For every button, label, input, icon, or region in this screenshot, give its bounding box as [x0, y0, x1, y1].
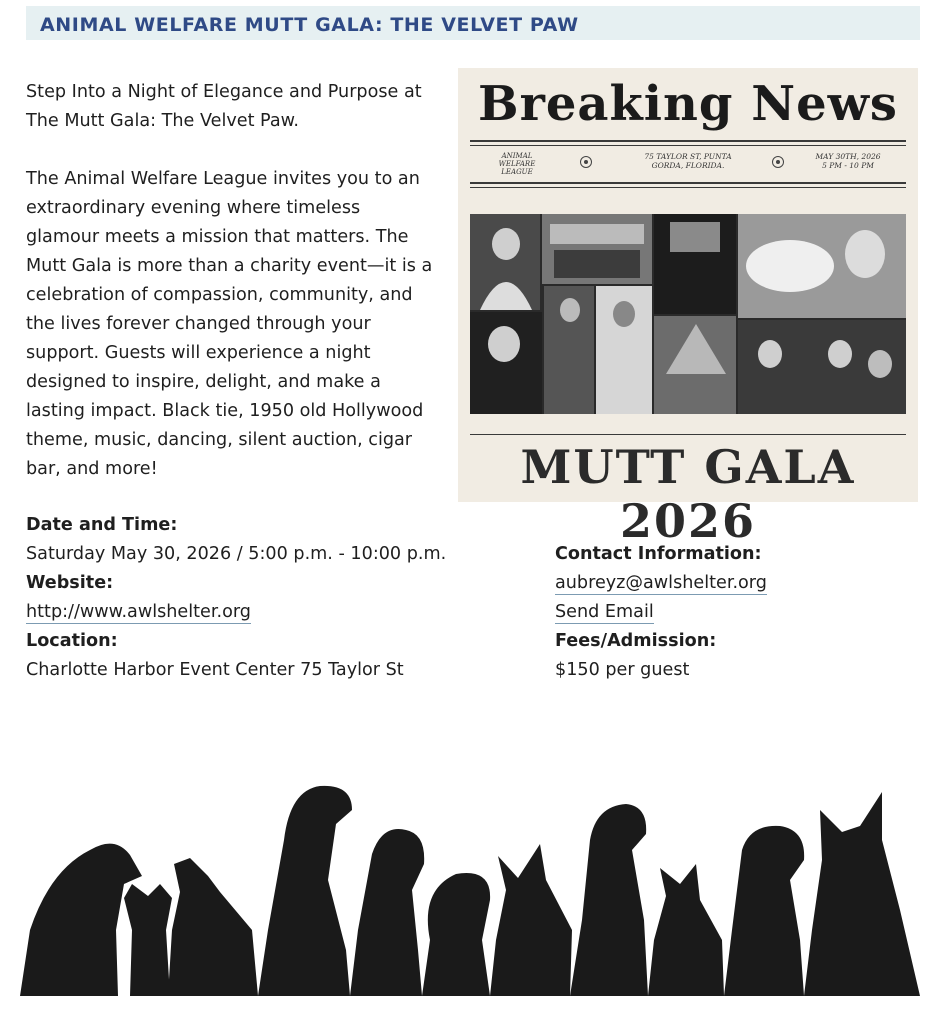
- intro-headline: Step Into a Night of Elegance and Purpose at The Mutt Gala: The Velvet Paw.: [26, 82, 422, 131]
- poster-rule: [470, 145, 906, 146]
- poster-org-line: ANIMAL: [501, 152, 533, 160]
- poster-org-line: WELFARE: [498, 160, 536, 168]
- event-details-left: [26, 511, 446, 685]
- dog-silhouettes-illustration: [20, 780, 920, 996]
- fees-value: $150 per guest: [555, 660, 690, 680]
- location-label: Location:: [26, 631, 118, 651]
- page-title: ANIMAL WELFARE MUTT GALA: THE VELVET PAW: [40, 14, 579, 36]
- poster-date-line: 5 PM - 10 PM: [822, 161, 874, 170]
- poster-rule: [470, 140, 906, 142]
- poster-address: [608, 152, 768, 170]
- fees-label: Fees/Admission:: [555, 631, 717, 651]
- poster-org-line: LEAGUE: [501, 168, 533, 176]
- website-link[interactable]: http://www.awlshelter.org: [26, 602, 251, 622]
- event-poster: [458, 68, 918, 548]
- title-banner: [26, 6, 920, 40]
- poster-org: [482, 152, 552, 176]
- date-value: Saturday May 30, 2026 / 5:00 p.m. - 10:00 p.m.: [26, 544, 447, 564]
- intro-body: The Animal Welfare League invites you to an extraordinary evening where timeless glamour meets a mission that matters. The Mutt Gala is more than a charity event—it is a celebration of compassion, community, and the lives forever changed through your support. Guests will experience a night designed to inspire, delight, and make a lasting impact. Black tie, 1950 old Hollywood theme, music, dancing, silent auction, cigar bar, and more!: [26, 169, 433, 479]
- contact-email-link[interactable]: aubreyz@awlshelter.org: [555, 573, 767, 593]
- location-value: Charlotte Harbor Event Center 75 Taylor St: [26, 660, 404, 680]
- poster-footer-title: MUTT GALA 2026: [520, 440, 856, 548]
- event-description: [26, 78, 436, 513]
- send-email-link[interactable]: Send Email: [555, 602, 654, 622]
- poster-address-line: 75 TAYLOR ST, PUNTA: [644, 152, 732, 161]
- poster-rule: [470, 434, 906, 435]
- poster-address-line: GORDA, FLORIDA.: [651, 161, 725, 170]
- ornament-icon: [580, 156, 592, 168]
- poster-date: [796, 152, 900, 170]
- event-details-right: [555, 540, 767, 685]
- poster-masthead: Breaking News: [478, 76, 898, 132]
- date-label: Date and Time:: [26, 515, 178, 535]
- poster-rule: [470, 187, 906, 188]
- hollywood-photo-collage: [470, 214, 906, 414]
- contact-label: Contact Information:: [555, 544, 762, 564]
- website-label: Website:: [26, 573, 114, 593]
- poster-date-line: MAY 30TH, 2026: [815, 152, 881, 161]
- ornament-icon: [772, 156, 784, 168]
- poster-rule: [470, 182, 906, 184]
